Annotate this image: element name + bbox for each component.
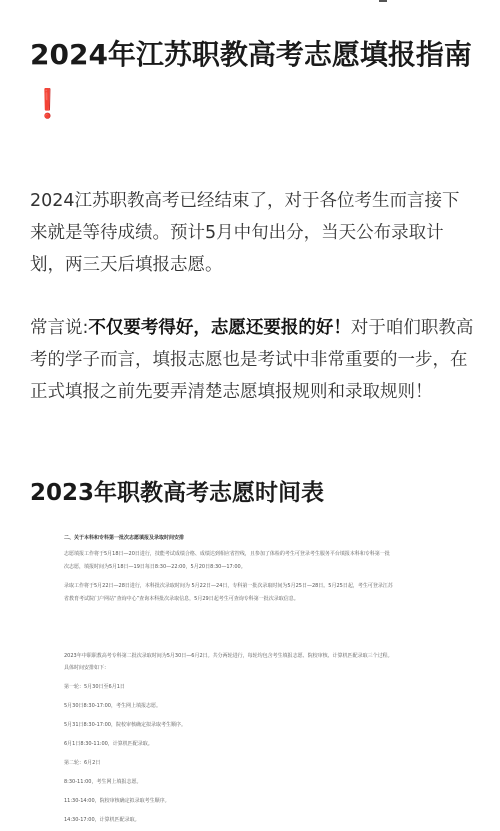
doc-line: 6月1日8:30-11:00，计算机匹配录取。 <box>64 741 153 747</box>
advice-emphasis: 不仅要考得好，志愿还要报的好！ <box>88 318 351 338</box>
doc-line: 志愿填报工作将于5月18日—20日进行，技能考试成绩合格、成绩达到相应省控线，且参加了体检的考生可登录考生服务平台填报本科和专科第一批 <box>64 551 390 557</box>
doc-line: 具体时间安排如下： <box>64 665 110 671</box>
top-edge-mark <box>379 0 387 2</box>
doc-line: 2023年中职职教高考专科第二批次录取时间为5月30日—6月2日。共分两轮进行，每轮均包含考生填报志愿、院校审核、计算机匹配录取三个过程。 <box>64 653 393 659</box>
doc-line: 8:30-11:00，考生网上填报志愿。 <box>64 779 142 785</box>
exclamation-icon: ❗ <box>30 87 65 120</box>
doc-line: 省教育考试院门户网站“查询中心”查询本科批次录取信息，5月29日起考生可查询专科第一批次录取信息。 <box>64 596 299 602</box>
doc-line: 第二轮：6月2日 <box>64 760 101 766</box>
schedule-document-image <box>50 528 475 831</box>
doc-line: 11:30-14:00，院校审核确定拟录取考生顺序。 <box>64 798 170 804</box>
advice-prefix: 常言说: <box>30 318 89 338</box>
intro-paragraph: 2024江苏职教高考已经结束了，对于各位考生而言接下来就是等待成绩。预计5月中旬出分，当天公布录取计划，两三天后填报志愿。 <box>30 191 460 275</box>
advice-rest: 对于咱们职教高考的学子而言，填报志愿也是考试中非常重要的一步，在正式填报之前先要弄清楚志愿填报规则和录取规则！ <box>30 318 474 402</box>
article-title: 2024年江苏职教高考志愿填报指南❗ <box>30 38 472 120</box>
schedule-heading: 2023年职教高考志愿时间表 <box>30 480 325 506</box>
doc-line: 第一轮：5月30日至6月1日 <box>64 684 125 690</box>
doc-line: 次志愿，填报时间为5月18日—19日每日8:30—22:00，5月20日8:30—17:00。 <box>64 564 246 570</box>
advice-paragraph <box>30 312 475 408</box>
doc-line: 5月31日8:30-17:00，院校审核确定拟录取考生顺序。 <box>64 722 186 728</box>
doc-line: 5月30日8:30-17:00，考生网上填报志愿。 <box>64 703 161 709</box>
doc-heading: 二、关于本科和专科第一批次志愿填报及录取时间安排 <box>64 535 185 541</box>
doc-line: 14:30-17:00，计算机匹配录取。 <box>64 817 140 823</box>
doc-line: 录取工作将于5月22日—28日进行，本科批次录取时间为 5月22日—24日，专科第一批次录取时间为5月25日—28日。5月25日起，考生可登录江苏 <box>64 583 393 589</box>
